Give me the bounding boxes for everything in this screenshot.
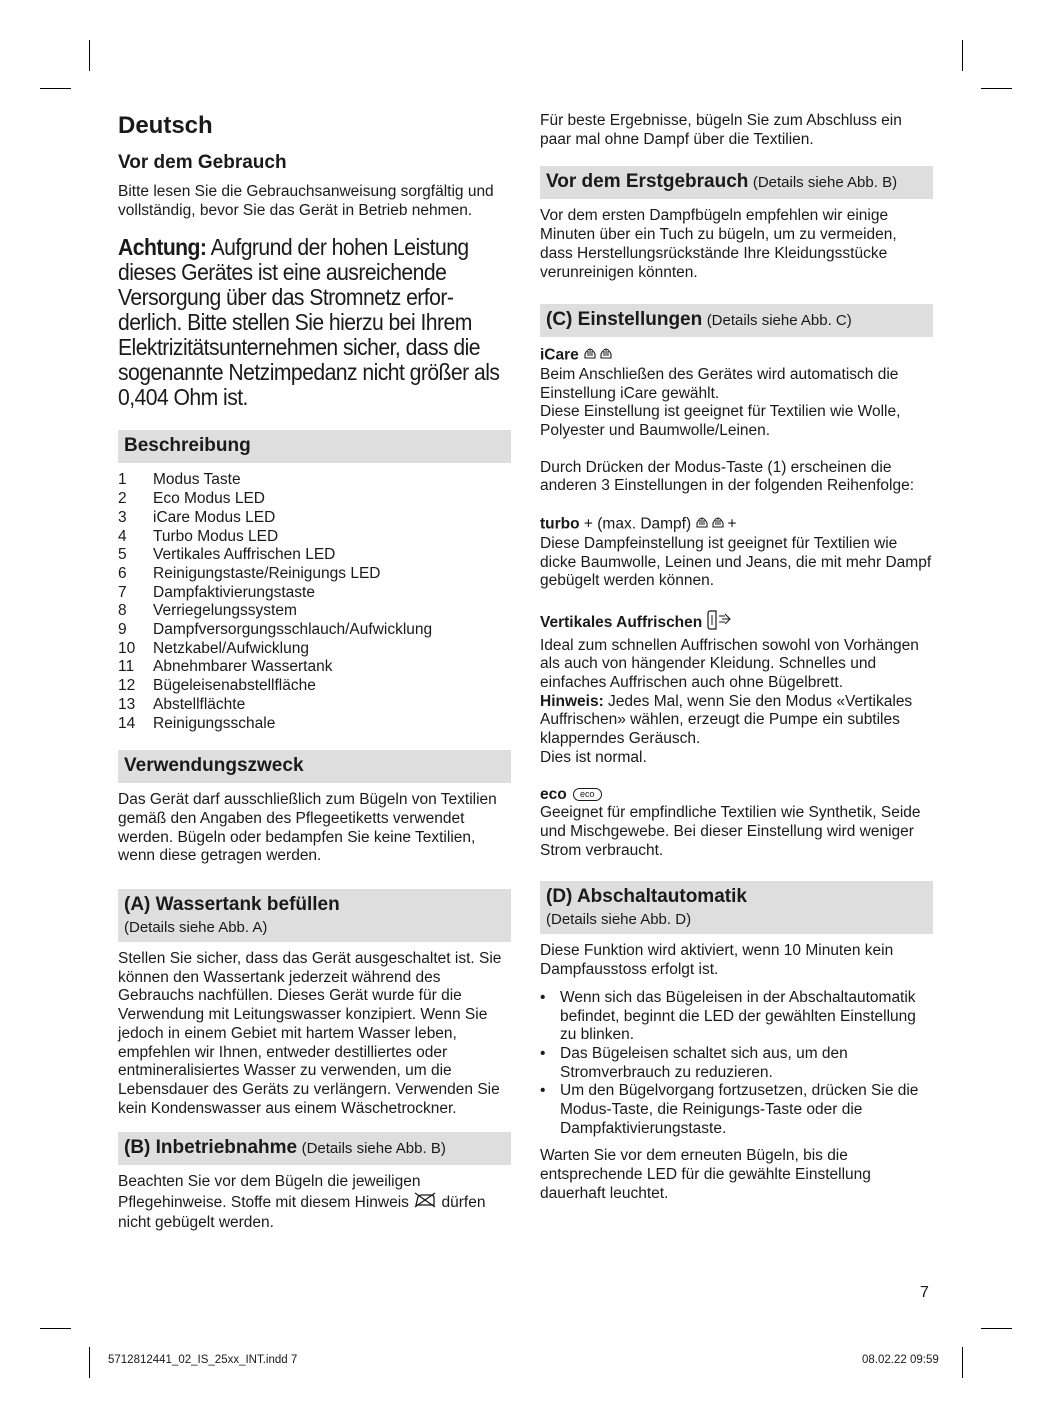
hinweis-end: Dies ist normal. (540, 748, 647, 766)
list-item: 10 Netzkabel/Aufwicklung (118, 639, 309, 657)
warning-text: Aufgrund der hohen Leistung dieses Gerätes ist eine ausreichende Versorgung über das Stromnetz erfor-derlich. Bitte stellen Sie hierzu bei Ihrem Elektrizitätsunternehmen sicher, dass die sogenannte Netzimpedanz nicht größer als 0,404 Ohm ist. (118, 234, 500, 411)
list-item: 5 Vertikales Auffrischen LED (118, 546, 336, 564)
turbo-plus: + (727, 515, 737, 533)
wassertank-heading: (A) Wassertank befüllen (124, 894, 340, 916)
list-item: 8 Verriegelungssystem (118, 602, 297, 620)
vertical-steam-icon (707, 609, 733, 637)
inbetriebnahme-sub: (Details siehe Abb. B) (301, 1140, 446, 1158)
icare-label: iCare (540, 346, 579, 364)
vor-dem-gebrauch-heading: Vor dem Gebrauch (118, 152, 287, 173)
inbetriebnahme-heading: (B) Inbetriebnahme (124, 1137, 298, 1159)
abschalt-heading: (D) Abschaltautomatik (546, 886, 747, 908)
crop-mark (962, 1347, 963, 1378)
list-item: 1 Modus Taste (118, 471, 241, 489)
wassertank-sub: (Details siehe Abb. A) (124, 919, 268, 937)
list-item: 6 Reinigungstaste/Reinigungs LED (118, 564, 381, 582)
icare-label-line (540, 345, 933, 366)
inbetriebnahme-bar (118, 1132, 511, 1165)
footer-date: 08.02.22 09:59 (862, 1354, 939, 1366)
list-item: 4 Turbo Modus LED (118, 527, 279, 545)
vertikal-label: Vertikales Auffrischen (540, 613, 703, 631)
list-item: 11 Abnehmbarer Wassertank (118, 658, 333, 676)
list-item: 7 Dampfaktivierungstaste (118, 583, 315, 601)
beschreibung-heading: Beschreibung (124, 435, 251, 457)
turbo-text: Diese Dampfeinstellung ist geeignet für Textilien wie dicke Baumwolle, Leinen und Jeans, die mit mehr Dampf gebügelt werden können. (540, 534, 932, 590)
eco-badge: eco (573, 788, 602, 801)
right-column (540, 112, 933, 1204)
turbo-suffix: + (max. Dampf) (579, 515, 692, 533)
no-ironing-icon (413, 1192, 437, 1214)
list-item: • Das Bügeleisen schaltet sich aus, um den Stromverbrauch zu reduzieren. (540, 1044, 848, 1081)
crop-mark (981, 88, 1012, 89)
verwendungszweck-bar (118, 750, 511, 783)
inbetriebnahme-text: Beachten Sie vor dem Bügeln die jeweiligen Pflegehinweise. Stoffe mit diesem Hinweis dürfen nicht gebügelt werden. (118, 1173, 486, 1231)
wassertank-text: Stellen Sie sicher, dass das Gerät ausgeschaltet ist. Sie können den Wassertank jederzeit während des Gebrauchs nachfüllen. Dieses Gerät wurde für die Verwendung mit Leitungswasser konzipiert. Wenn Sie jedoch in einem Gebiet mit hartem Wasser leben, empfehlen wir Ihnen, entweder destilliertes oder entmineralisiertes Wasser zu verwenden, um die Lebensdauer des Geräts zu verlängern. Verwenden Sie kein Kondenswasser aus einem Wäschetrockner. (118, 950, 502, 1117)
footer-file: 5712812441_02_IS_25xx_INT.indd 7 (108, 1354, 298, 1366)
steam-icon (695, 514, 727, 535)
hinweis-label: Hinweis: (540, 692, 604, 710)
crop-mark (89, 1347, 90, 1378)
crop-mark (40, 1328, 71, 1329)
beschreibung-bar (118, 430, 511, 463)
abschalt-text: Diese Funktion wird aktiviert, wenn 10 Minuten kein Dampfausstoss erfolgt ist. (540, 942, 894, 979)
abschalt-outro: Warten Sie vor dem erneuten Bügeln, bis die entsprechende LED für die gewählte Einstellung dauerhaft leuchtet. (540, 1147, 871, 1202)
warning-label: Achtung: (118, 234, 207, 261)
steam-icon (583, 345, 615, 366)
crop-mark (89, 40, 90, 71)
einstellungen-sub: (Details siehe Abb. C) (706, 312, 852, 330)
einstellungen-bar (540, 304, 933, 337)
list-item: 14 Reinigungsschale (118, 714, 276, 732)
turbo-label-line (540, 514, 933, 535)
crop-mark (962, 40, 963, 71)
list-item: • Um den Bügelvorgang fortzusetzen, drücken Sie die Modus-Taste, die Reinigungs-Taste oder die Dampfaktivierungstaste. (540, 1082, 919, 1137)
icare-text1: Beim Anschließen des Gerätes wird automatisch die Einstellung iCare gewählt. (540, 365, 899, 402)
wassertank-bar (118, 889, 511, 942)
hinweis-text: Hinweis: Jedes Mal, wenn Sie den Modus «Vertikales Auffrischen» wählen, erzeugt die Pumpe ein subtiles klapperndes Geräusch. (540, 692, 913, 748)
abschalt-bar (540, 881, 933, 934)
list-item: 2 Eco Modus LED (118, 490, 265, 508)
left-column (118, 112, 511, 1233)
modus-text: Durch Drücken der Modus-Taste (1) erscheinen die anderen 3 Einstellungen in der folgenden Reihenfolge: (540, 458, 915, 495)
eco-label: eco (540, 785, 567, 803)
list-item: 3 iCare Modus LED (118, 508, 276, 526)
eco-text: Geeignet für empfindliche Textilien wie Synthetik, Seide und Mischgewebe. Bei dieser Einstellung wird weniger Strom verbraucht. (540, 804, 921, 859)
parts-list (118, 471, 511, 733)
language-title: Deutsch (118, 112, 213, 139)
page-number: 7 (920, 1284, 929, 1301)
icare-text2: Diese Einstellung ist geeignet für Textilien wie Wolle, Polyester und Baumwolle/Leinen. (540, 403, 901, 440)
list-item: • Wenn sich das Bügeleisen in der Abschaltautomatik befindet, beginnt die LED der gewählten Einstellung zu blinken. (540, 988, 916, 1044)
verwendungszweck-text: Das Gerät darf ausschließlich zum Bügeln von Textilien gemäß den Angaben des Pflegeetiketts verwendet werden. Bügeln oder bedampfen Sie keine Textilien, wenn diese getragen werden. (118, 791, 497, 865)
intro-text: Für beste Ergebnisse, bügeln Sie zum Abschluss ein paar mal ohne Dampf über die Textilien. (540, 112, 902, 148)
erstgebrauch-bar (540, 166, 933, 199)
abschalt-bullets (540, 989, 933, 1139)
turbo-label: turbo (540, 515, 580, 533)
list-item: 12 Bügeleisenabstellfläche (118, 677, 316, 695)
crop-mark (40, 88, 71, 89)
list-item: 9 Dampfversorgungsschlauch/Aufwicklung (118, 621, 433, 639)
einstellungen-heading: (C) Einstellungen (546, 309, 703, 331)
vor-dem-gebrauch-text: Bitte lesen Sie die Gebrauchsanweisung sorgfältig und vollständig, bevor Sie das Gerät in Betrieb nehmen. (118, 183, 494, 219)
abschalt-sub: (Details siehe Abb. D) (546, 911, 692, 929)
erstgebrauch-heading: Vor dem Erstgebrauch (546, 171, 749, 193)
vertikal-text: Ideal zum schnellen Auffrischen sowohl von Vorhängen als auch von hängender Kleidung. Schnelles und einfaches Auffrischen auch ohne Bügelbrett. (540, 636, 919, 692)
vertikal-label-line (540, 609, 933, 637)
erstgebrauch-sub: (Details siehe Abb. B) (752, 174, 898, 192)
list-item: 13 Abstellflächte (118, 695, 246, 713)
warning-paragraph (118, 235, 514, 410)
verwendungszweck-heading: Verwendungszweck (124, 755, 304, 777)
erstgebrauch-text: Vor dem ersten Dampfbügeln empfehlen wir einige Minuten über ein Tuch zu bügeln, um zu vermeiden, dass Herstellungsrückstände Ihre Kleidungsstücke verunreinigen könnten. (540, 207, 897, 281)
crop-mark (981, 1328, 1012, 1329)
eco-label-line (540, 786, 933, 805)
